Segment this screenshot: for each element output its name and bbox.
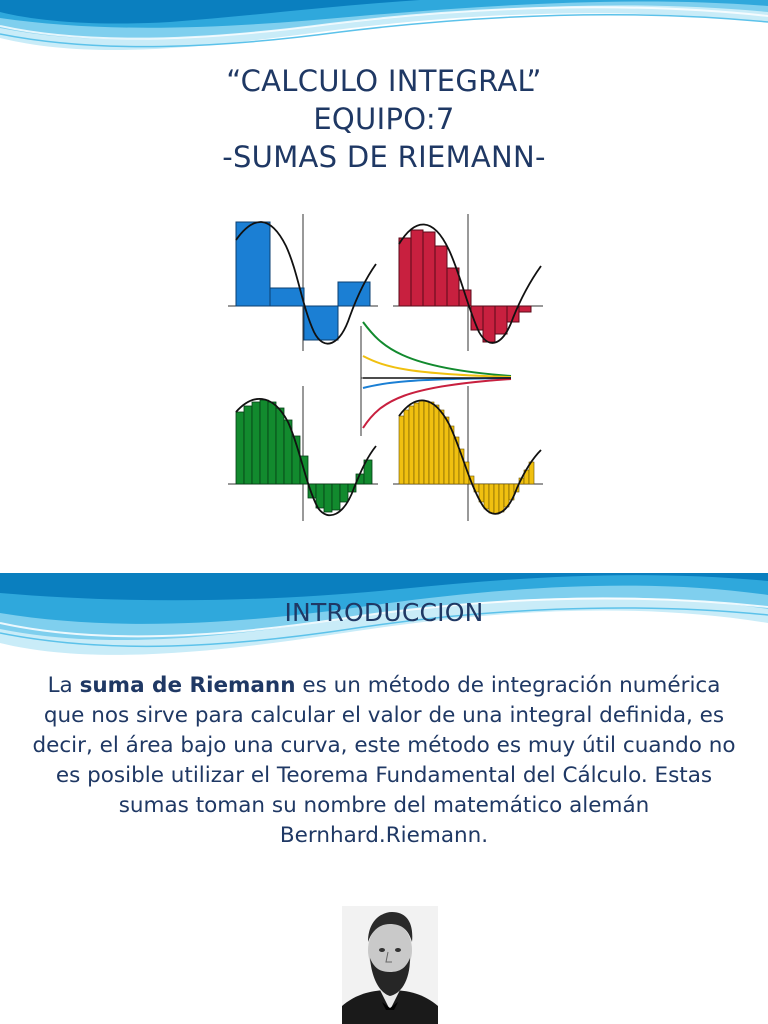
riemann-blue-panel: [228, 214, 378, 351]
riemann-portrait-image: [342, 906, 438, 1024]
intro-text-bold-term: suma de Riemann: [79, 673, 296, 698]
slide-introduction: [0, 573, 768, 1024]
slide-gap: [0, 565, 768, 573]
riemann-sums-illustration: [228, 206, 548, 526]
title-team: EQUIPO:7: [313, 102, 455, 136]
riemann-yellow-panel: [393, 386, 543, 521]
title-topic: -SUMAS DE RIEMANN-: [222, 140, 546, 174]
slide-title-text: [0, 62, 768, 176]
intro-text-start: La: [47, 673, 80, 698]
riemann-green-panel: [228, 386, 378, 521]
riemann-red-panel: [393, 214, 543, 351]
intro-text-rest: es un método de integración numérica que nos sirve para calcular el valor de una integral definida, es decir, el área bajo una curva, este método es muy útil cuando no es posible utilizar el Teorema Fundamental del Cálculo. Estas sumas toman su nombre del matemático alemán Bernhard.Riemann.: [32, 673, 736, 848]
intro-heading: INTRODUCCION: [284, 598, 484, 627]
title-course: “CALCULO INTEGRAL”: [226, 64, 542, 98]
intro-paragraph: [30, 671, 738, 851]
